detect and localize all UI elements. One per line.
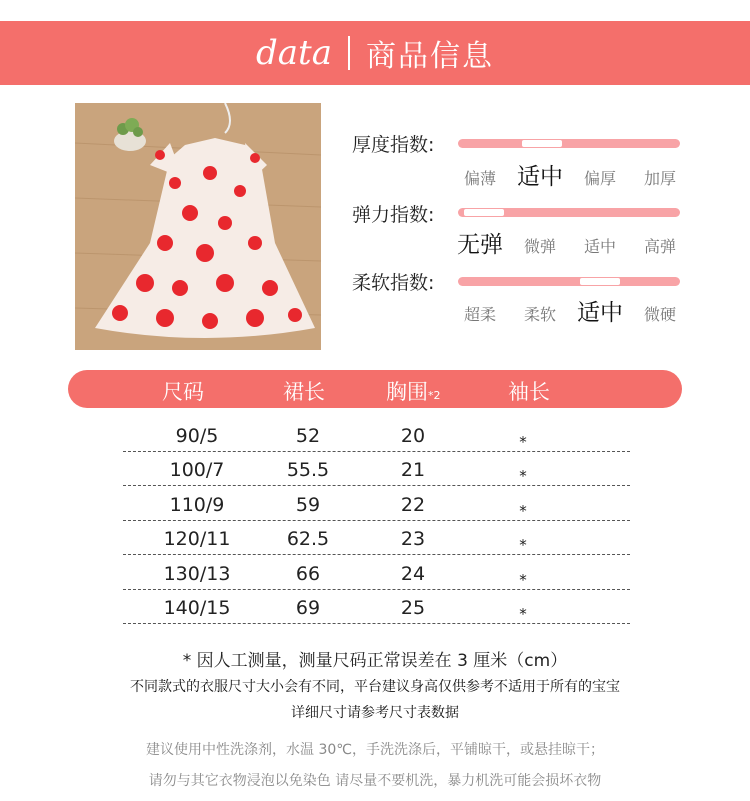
softness-options [450,294,690,327]
care-instruction-1: 建议使用中性洗涤剂，水温 30℃，手洗洗涤后，平铺晾干，或悬挂晾干； [146,742,604,758]
elasticity-bar [458,208,680,217]
elasticity-index-label: 弹力指数: [352,204,435,226]
header-banner [0,21,750,85]
table-row [123,590,630,624]
thickness-bar [458,139,680,148]
cell-chest: 24 [400,563,426,585]
table-row [123,556,630,590]
cell-sleeve: * [519,605,527,623]
header-dress-length: 裙长 [283,380,325,404]
softness-option: 超柔 [463,305,496,324]
cell-chest: 22 [400,494,426,516]
thickness-options [450,158,690,191]
header-divider [348,36,350,70]
cell-sleeve: * [519,536,527,554]
thickness-option-selected: 适中 [517,164,563,190]
cell-size: 130/13 [163,563,231,585]
size-disclaimer: 不同款式的衣服尺寸大小会有不同，平台建议身高仅供参考不适用于所有的宝宝 [130,679,620,695]
elasticity-options [450,226,690,259]
cell-length: 69 [295,597,321,619]
header-script-text: data [256,33,332,73]
header-sleeve: 袖长 [508,380,550,404]
softness-index-label: 柔软指数: [352,272,435,294]
cell-sleeve: * [519,433,527,451]
cell-chest: 21 [400,459,426,481]
header-size: 尺码 [162,380,204,404]
elasticity-option: 微弹 [523,237,556,256]
cell-size: 100/7 [169,459,225,481]
softness-option: 柔软 [523,305,556,324]
care-instruction-2: 请勿与其它衣物浸泡以免染色 请尽量不要机洗，暴力机洗可能会损坏衣物 [148,773,602,789]
header-chest [386,376,441,406]
thickness-bar-marker [522,140,562,147]
table-row [123,418,630,452]
cell-chest: 23 [400,528,426,550]
cell-length: 52 [295,425,321,447]
elasticity-option: 高弹 [643,237,676,256]
elasticity-bar-marker [464,209,504,216]
softness-bar-marker [580,278,620,285]
softness-option-selected: 适中 [577,300,623,326]
cell-sleeve: * [519,467,527,485]
softness-option: 微硬 [643,305,676,324]
cell-size: 140/15 [163,597,231,619]
cell-length: 66 [295,563,321,585]
size-table-header [68,370,682,408]
cell-chest: 20 [400,425,426,447]
header-chest-suffix: *2 [428,389,441,402]
size-reference-note: 详细尺寸请参考尺寸表数据 [291,705,459,721]
cell-length: 55.5 [286,459,330,481]
softness-bar [458,277,680,286]
thickness-index-label: 厚度指数: [352,134,435,156]
elasticity-option-selected: 无弹 [457,232,503,258]
header-chest-label: 胸围 [386,380,428,404]
cell-length: 59 [295,494,321,516]
cell-length: 62.5 [286,528,330,550]
product-photo [75,103,321,350]
table-row [123,521,630,555]
cell-size: 90/5 [175,425,219,447]
cell-sleeve: * [519,571,527,589]
measurement-note: * 因人工测量，测量尺码正常误差在 3 厘米（cm） [182,651,568,671]
cell-chest: 25 [400,597,426,619]
cell-size: 120/11 [163,528,231,550]
table-row [123,487,630,521]
thickness-option: 偏薄 [463,169,496,188]
thickness-option: 加厚 [643,169,676,188]
cell-sleeve: * [519,502,527,520]
cell-size: 110/9 [169,494,225,516]
table-row [123,452,630,486]
elasticity-option: 适中 [583,237,616,256]
header-title: 商品信息 [365,39,494,74]
thickness-option: 偏厚 [583,169,616,188]
